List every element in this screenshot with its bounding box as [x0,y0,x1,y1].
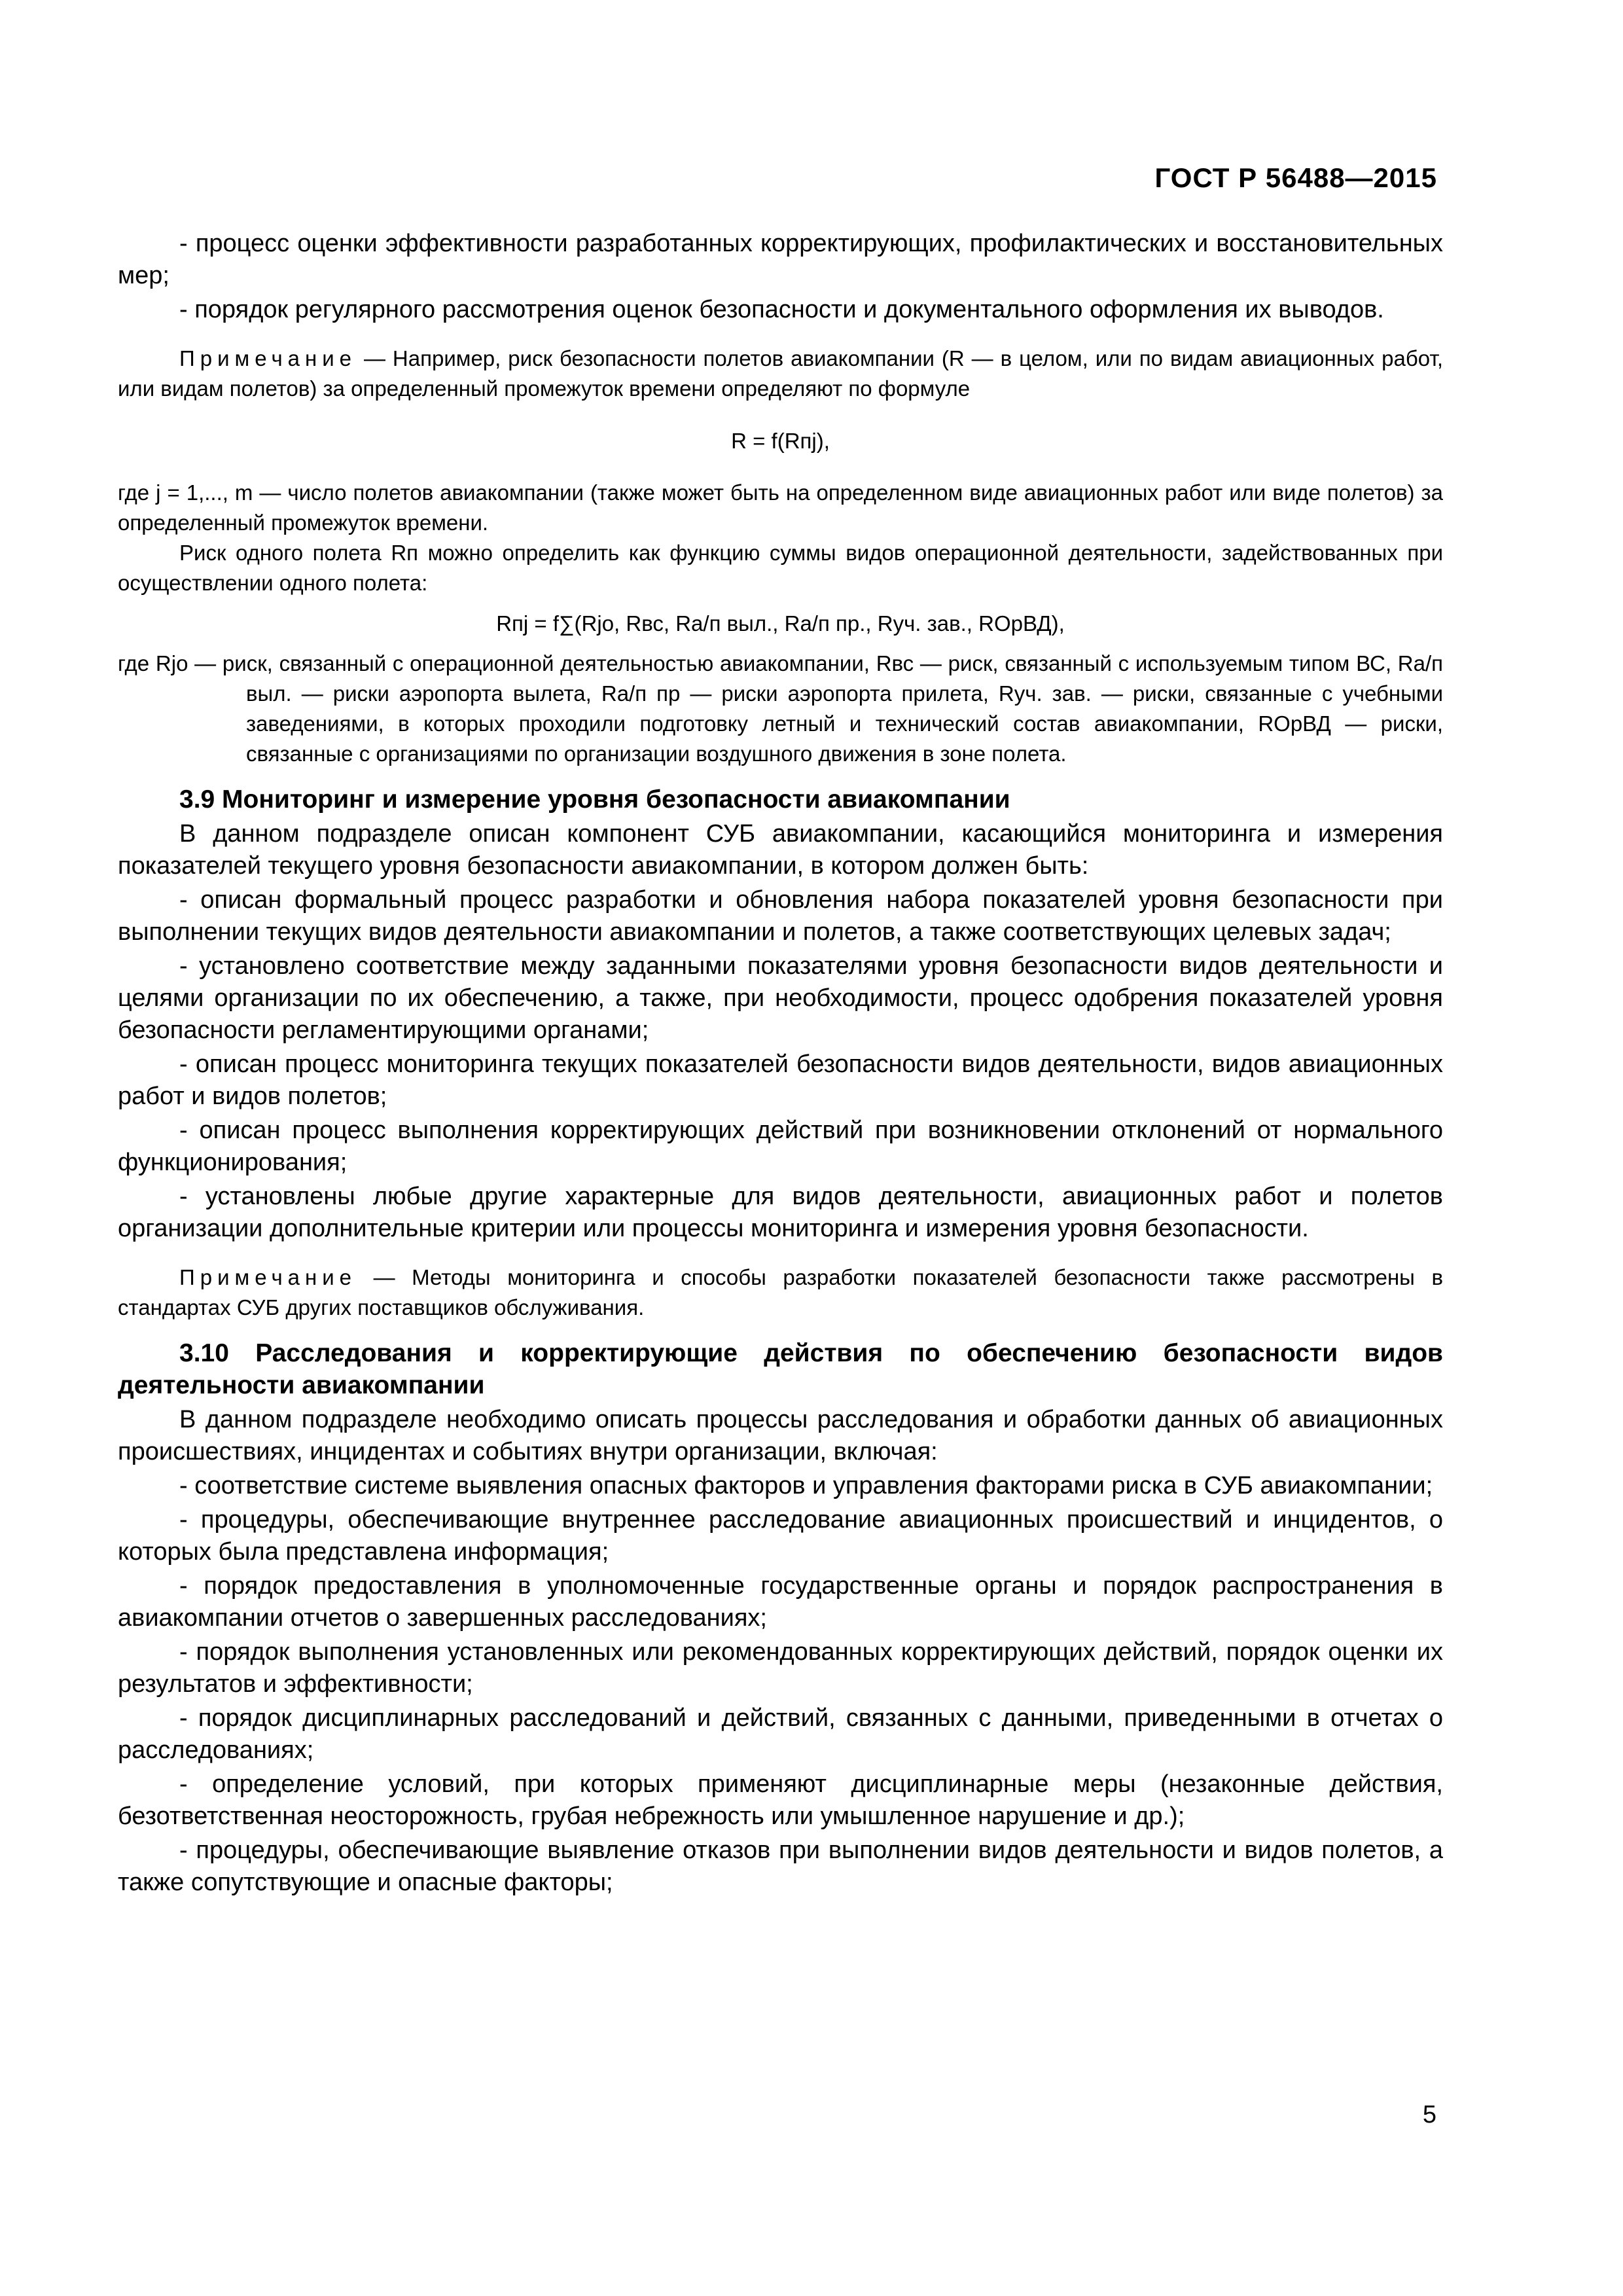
section-3-9-item: - установлены любые другие характерные для видов деятельности, авиационных работ и полетов организации дополнительные критерии или процессы мониторинга и измерения уровня безопасности. [118,1183,1443,1242]
note-2 [118,1263,1443,1323]
note-text: — Например, риск безопасности полетов авиакомпании (R — в целом, или по видам авиационных работ, или видам полетов) за определенный промежуток времени определяют по формуле [118,346,1443,401]
where-1: где j = 1,..., m — число полетов авиакомпании (также может быть на определенном виде авиационных работ или виде полетов) за определенный промежуток времени. [118,480,1443,535]
intro-item-0: - процесс оценки эффективности разработанных корректирующих, профилактических и восстановительных мер; [118,230,1443,289]
intro-item-1: - порядок регулярного рассмотрения оценок безопасности и документального оформления их выводов. [179,296,1384,323]
document-body [118,226,1443,1899]
formula-2: Rпj = f∑(Rjо, Rвс, Rа/п выл., Rа/п пр., Rуч. зав., RОрВД), [496,611,1065,636]
formula-1: R = f(Rпj), [731,429,830,453]
section-3-9-item: - описан формальный процесс разработки и обновления набора показателей уровня безопасности при выполнении текущих видов деятельности авиакомпании и полетов, а также соответствующих целевых задач; [118,886,1443,946]
note-label: Примечание [179,346,357,370]
section-3-9-title: 3.9 Мониторинг и измерение уровня безопасности авиакомпании [179,785,1010,814]
section-3-9-item: - установлено соответствие между заданными показателями уровня безопасности видов деятельности и целями организации по их обеспечению, а также, при необходимости, процесс одобрения показателей уровня безопасности регламентирующими органами; [118,952,1443,1044]
risk-one-flight: Риск одного полета Rп можно определить как функцию суммы видов операционной деятельности, задействованных при осуществлении одного полета: [118,541,1443,595]
where-2: где Rjо — риск, связанный с операционной деятельностью авиакомпании, Rвс — риск, связанный с используемым типом ВС, Rа/п выл. — риски аэропорта вылета, Rа/п пр — риски аэропорта прилета, Rуч. зав. — риски, связанные с учебными заведениями, в которых проходили подготовку летный и технический состав авиакомпании, RОрВД — риски, связанные с организациями по организации воздушного движения в зоне полета. [118,651,1443,766]
section-3-10-item: - процедуры, обеспечивающие выявление отказов при выполнении видов деятельности и видов полетов, а также сопутствующие и опасные факторы; [118,1837,1443,1896]
note-1 [118,344,1443,404]
section-3-10-item: - порядок дисциплинарных расследований и действий, связанных с данными, приведенными в отчетах о расследованиях; [118,1704,1443,1764]
section-3-9-item: - описан процесс выполнения корректирующих действий при возникновении отклонений от нормального функционирования; [118,1117,1443,1176]
section-3-9-item: - описан процесс мониторинга текущих показателей безопасности видов деятельности, видов авиационных работ и видов полетов; [118,1050,1443,1110]
section-3-10-item: - процедуры, обеспечивающие внутреннее расследование авиационных происшествий и инцидентов, о которых была представлена информация; [118,1506,1443,1566]
section-3-10-intro: В данном подразделе необходимо описать процессы расследования и обработки данных об авиационных происшествиях, инцидентах и событиях внутри организации, включая: [118,1406,1443,1465]
section-3-9-intro: В данном подразделе описан компонент СУБ авиакомпании, касающийся мониторинга и измерения показателей текущего уровня безопасности авиакомпании, в котором должен быть: [118,820,1443,880]
note-label: Примечание [179,1265,357,1289]
note-text: — Методы мониторинга и способы разработки показателей безопасности также рассмотрены в стандартах СУБ других поставщиков обслуживания. [118,1265,1443,1319]
section-3-10-title: 3.10 Расследования и корректирующие действия по обеспечению безопасности видов деятельности авиакомпании [118,1339,1443,1399]
page-number: 5 [1422,2101,1436,2128]
section-3-10-item: - порядок выполнения установленных или рекомендованных корректирующих действий, порядок оценки их результатов и эффективности; [118,1638,1443,1698]
section-3-10-item: - соответствие системе выявления опасных факторов и управления факторами риска в СУБ авиакомпании; [179,1472,1433,1499]
section-3-10-item: - определение условий, при которых применяют дисциплинарные меры (незаконные действия, безответственная неосторожность, грубая небрежность или умышленное нарушение и др.); [118,1770,1443,1830]
document-header: ГОСТ Р 56488—2015 [1154,162,1437,193]
section-3-10-item: - порядок предоставления в уполномоченные государственные органы и порядок распространения в авиакомпании отчетов о завершенных расследованиях; [118,1572,1443,1632]
